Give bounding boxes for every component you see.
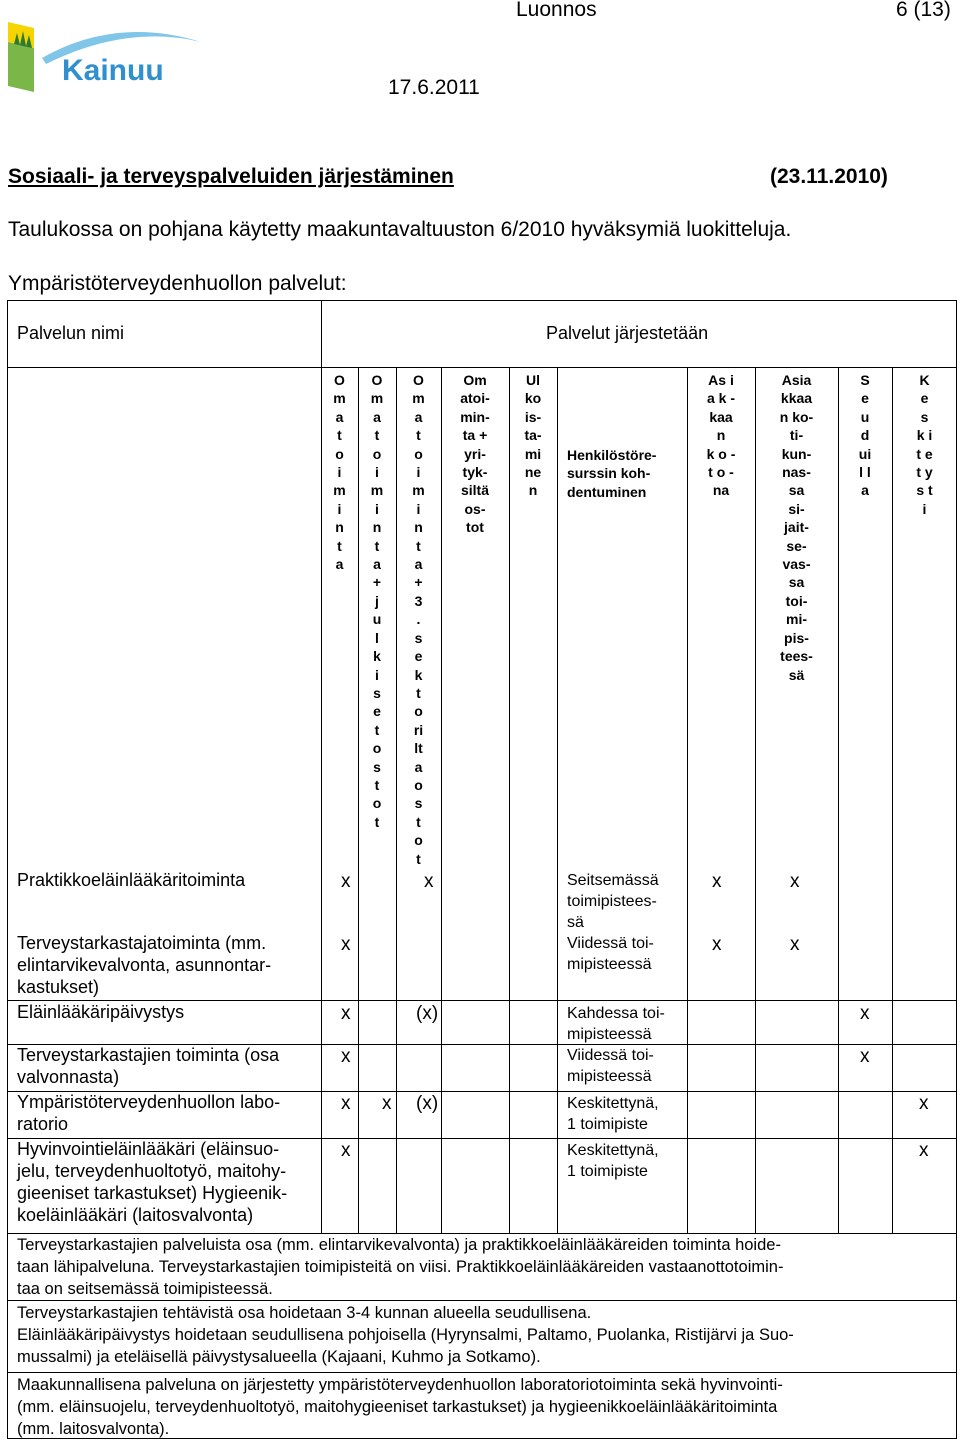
table-cell-mark: x bbox=[341, 1140, 351, 1161]
page-header bbox=[516, 0, 951, 22]
column-header-10: K e s k i t e t y s t i bbox=[916, 372, 933, 517]
column-header-3: O m a t o i m i n t a + 3 . s e k t o ri lt a o s t o t bbox=[412, 372, 425, 867]
table-cell-note: Kahdessa toi- mipisteessä bbox=[567, 1005, 665, 1043]
table-hline bbox=[7, 367, 957, 368]
table-row-name: Hyvinvointieläinlääkäri (eläinsuo- jelu, terveydenhuoltotyö, maitohy- gieeniset tarkastukset) Hygieenik- koeläinlääkäri (laitosvalvonta) bbox=[17, 1139, 288, 1225]
table-row-name: Ympäristöterveydenhuollon labo- ratorio bbox=[17, 1092, 281, 1134]
column-header-service-name: Palvelun nimi bbox=[17, 323, 125, 343]
table-cell-mark: (x) bbox=[416, 1093, 439, 1114]
column-header-2: O m a t o i m i n t a + j u l k i s e t o s t o t bbox=[370, 372, 384, 830]
column-header-5: Ul ko is- ta- mi ne n bbox=[524, 372, 542, 499]
table-hline bbox=[7, 1300, 957, 1301]
table-cell-note: Viidessä toi- mipisteessä bbox=[567, 1047, 654, 1085]
table-cell-mark: x bbox=[341, 871, 351, 892]
table-cell-mark: x bbox=[341, 1046, 351, 1067]
table-footnote: Terveystarkastajien palveluista osa (mm. elintarvikevalvonta) ja praktikkoeläinlääkäreiden toiminta hoide- taan lähipalveluna. Terveystarkastajien toimipisteitä on viisi. Praktikkoeläinlääkäreiden vastaanottotoimin- taa on seitsemässä toimipisteessä. bbox=[17, 1236, 784, 1298]
title-date: (23.11.2010) bbox=[770, 165, 888, 188]
table-cell-note: Keskitettynä, 1 toimipiste bbox=[567, 1095, 659, 1133]
table-cell-mark: x bbox=[341, 1003, 351, 1024]
table-cell-mark: x bbox=[790, 871, 800, 892]
table-cell-mark: x bbox=[341, 934, 351, 955]
table-cell-note: Seitsemässä toimipistees- sä bbox=[567, 872, 659, 931]
document-date: 17.6.2011 bbox=[388, 76, 480, 99]
column-header-6: Henkilöstöre- surssin koh- dentuminen bbox=[567, 447, 657, 500]
column-header-7: As i a k - kaa n k o - t o - na bbox=[706, 372, 736, 499]
table-cell-mark: (x) bbox=[416, 1003, 439, 1024]
table-cell-mark: x bbox=[712, 934, 722, 955]
table-row-name: Eläinlääkäripäivystys bbox=[17, 1002, 185, 1022]
table-cell-mark: x bbox=[860, 1003, 870, 1024]
column-header-1: O m a t o i m i n t a bbox=[333, 372, 346, 573]
column-header-9: S e u d ui l l a bbox=[858, 372, 872, 499]
table-cell-mark: x bbox=[424, 871, 434, 892]
column-header-8: Asia kkaa n ko- ti- kun- nas- sa si- jait- se- vas- sa toi- mi- pis- tees- sä bbox=[779, 372, 814, 683]
intro-text: Taulukossa on pohjana käytetty maakuntavaltuuston 6/2010 hyväksymiä luokitteluja. bbox=[8, 218, 792, 241]
section-heading: Ympäristöterveydenhuollon palvelut: bbox=[8, 272, 347, 295]
logo-flag-green bbox=[8, 42, 34, 92]
document-title: Sosiaali- ja terveyspalveluiden järjestäminen bbox=[8, 165, 454, 188]
table-cell-mark: x bbox=[382, 1093, 392, 1114]
table-cell-mark: x bbox=[919, 1093, 929, 1114]
table-cell-mark: x bbox=[919, 1140, 929, 1161]
table-cell-note: Viidessä toi- mipisteessä bbox=[567, 935, 654, 973]
draft-label: Luonnos bbox=[516, 0, 597, 21]
table-hline bbox=[7, 1372, 957, 1373]
table-row-name: Praktikkoeläinlääkäritoiminta bbox=[17, 870, 246, 890]
page-number: 6 (13) bbox=[896, 0, 951, 21]
table-vline bbox=[557, 367, 558, 1233]
table-cell-mark: x bbox=[790, 934, 800, 955]
table-cell-note: Keskitettynä, 1 toimipiste bbox=[567, 1142, 659, 1180]
table-row-name: Terveystarkastajatoiminta (mm. elintarvikevalvonta, asunnontar- kastukset) bbox=[17, 933, 272, 997]
column-header-4: Om atoi- min- ta + yri- tyk- siltä os- tot bbox=[460, 372, 490, 536]
logo-text: Kainuu bbox=[62, 54, 164, 87]
table-footnote: Maakunnallisena palveluna on järjestetty ympäristöterveydenhuollon laboratoriotoiminta sekä hyvinvointi- (mm. eläinsuojelu, terveydenhuoltotyö, maitohygieeniset tarkastukset) ja hygieenikkoeläinlääkäritoiminta (mm. laitosvalvonta). bbox=[17, 1376, 783, 1438]
column-group-header: Palvelut järjestetään bbox=[546, 323, 709, 343]
table-footnote: Terveystarkastajien tehtävistä osa hoidetaan 3-4 kunnan alueella seudullisena. Eläinlääkäripäivystys hoidetaan seudullisena pohjoisella (Hyrynsalmi, Paltamo, Puolanka, Ristijärvi ja Suo- mussalmi) ja eteläisellä päivystysalueella (Kajaani, Kuhmo ja Sotkamo). bbox=[17, 1304, 794, 1366]
table-cell-mark: x bbox=[712, 871, 722, 892]
kainuu-logo bbox=[6, 18, 216, 98]
table-cell-mark: x bbox=[860, 1046, 870, 1067]
table-row-name: Terveystarkastajien toiminta (osa valvonnasta) bbox=[17, 1045, 280, 1087]
table-cell-mark: x bbox=[341, 1093, 351, 1114]
